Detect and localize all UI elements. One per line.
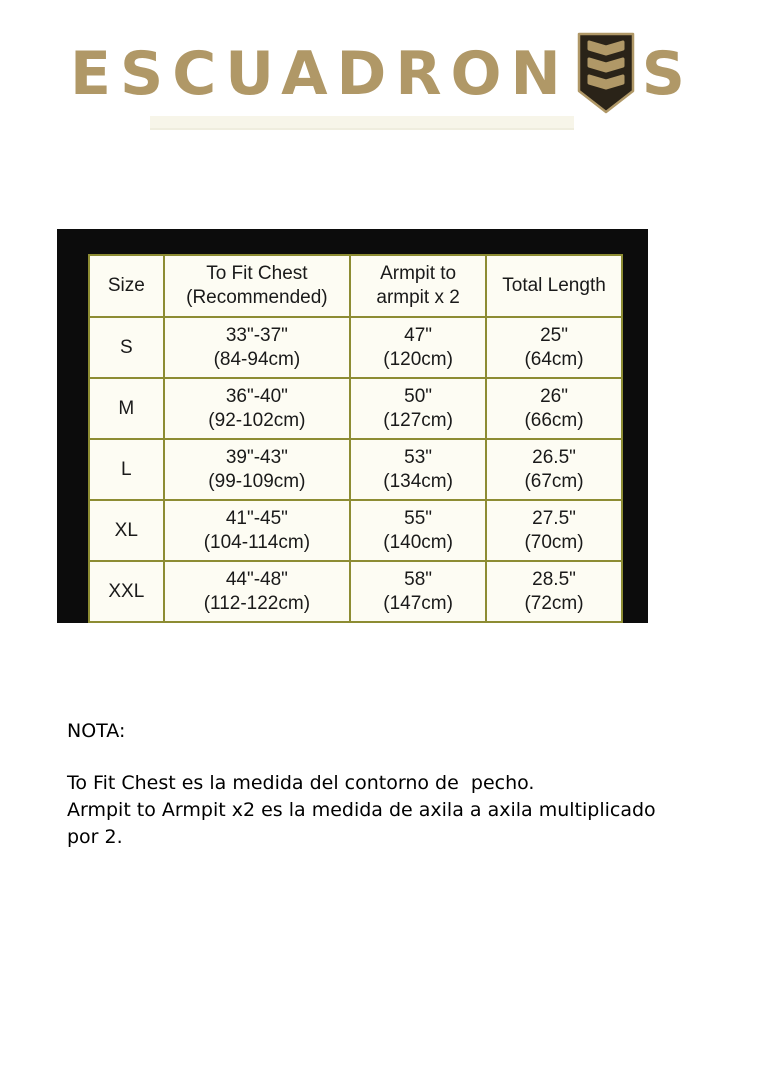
column-header-armpit: Armpit to armpit x 2 [350,255,486,317]
table-row-m [89,378,622,439]
column-header-chest: To Fit Chest (Recommended) [164,255,351,317]
note-line: Armpit to Armpit x2 es la medida de axila a axila multiplicado [67,799,656,821]
chest-cell: 41"-45" (104-114cm) [164,500,351,561]
logo-underline-bar [150,116,574,130]
chest-cell: 44"-48" (112-122cm) [164,561,351,622]
length-cell: 26" (66cm) [486,378,622,439]
logo-text-left: ESCUADRON [70,39,570,109]
table-row-s [89,317,622,378]
chest-cell: 39"-43" (99-109cm) [164,439,351,500]
size-chart-frame [57,229,648,623]
table-header-row [89,255,622,317]
logo-text-right: S [641,39,685,109]
chevron-rank-badge-icon [577,34,635,114]
size-chart-table [88,254,623,623]
note-title: NOTA: [67,720,126,742]
armpit-cell: 47" (120cm) [350,317,486,378]
table-row-xl [89,500,622,561]
note-line: por 2. [67,826,123,848]
table-row-xxl [89,561,622,622]
length-cell: 28.5" (72cm) [486,561,622,622]
armpit-cell: 58" (147cm) [350,561,486,622]
length-cell: 25" (64cm) [486,317,622,378]
column-header-length: Total Length [486,255,622,317]
armpit-cell: 55" (140cm) [350,500,486,561]
armpit-cell: 53" (134cm) [350,439,486,500]
table-row-l [89,439,622,500]
armpit-cell: 50" (127cm) [350,378,486,439]
length-cell: 26.5" (67cm) [486,439,622,500]
brand-logo [70,34,685,114]
size-cell: XL [89,500,164,561]
length-cell: 27.5" (70cm) [486,500,622,561]
note-section [67,718,687,851]
column-header-size: Size [89,255,164,317]
chest-cell: 33"-37" (84-94cm) [164,317,351,378]
note-line: To Fit Chest es la medida del contorno de pecho. [67,772,535,794]
size-cell: S [89,317,164,378]
size-cell: L [89,439,164,500]
size-cell: XXL [89,561,164,622]
chest-cell: 36"-40" (92-102cm) [164,378,351,439]
size-cell: M [89,378,164,439]
